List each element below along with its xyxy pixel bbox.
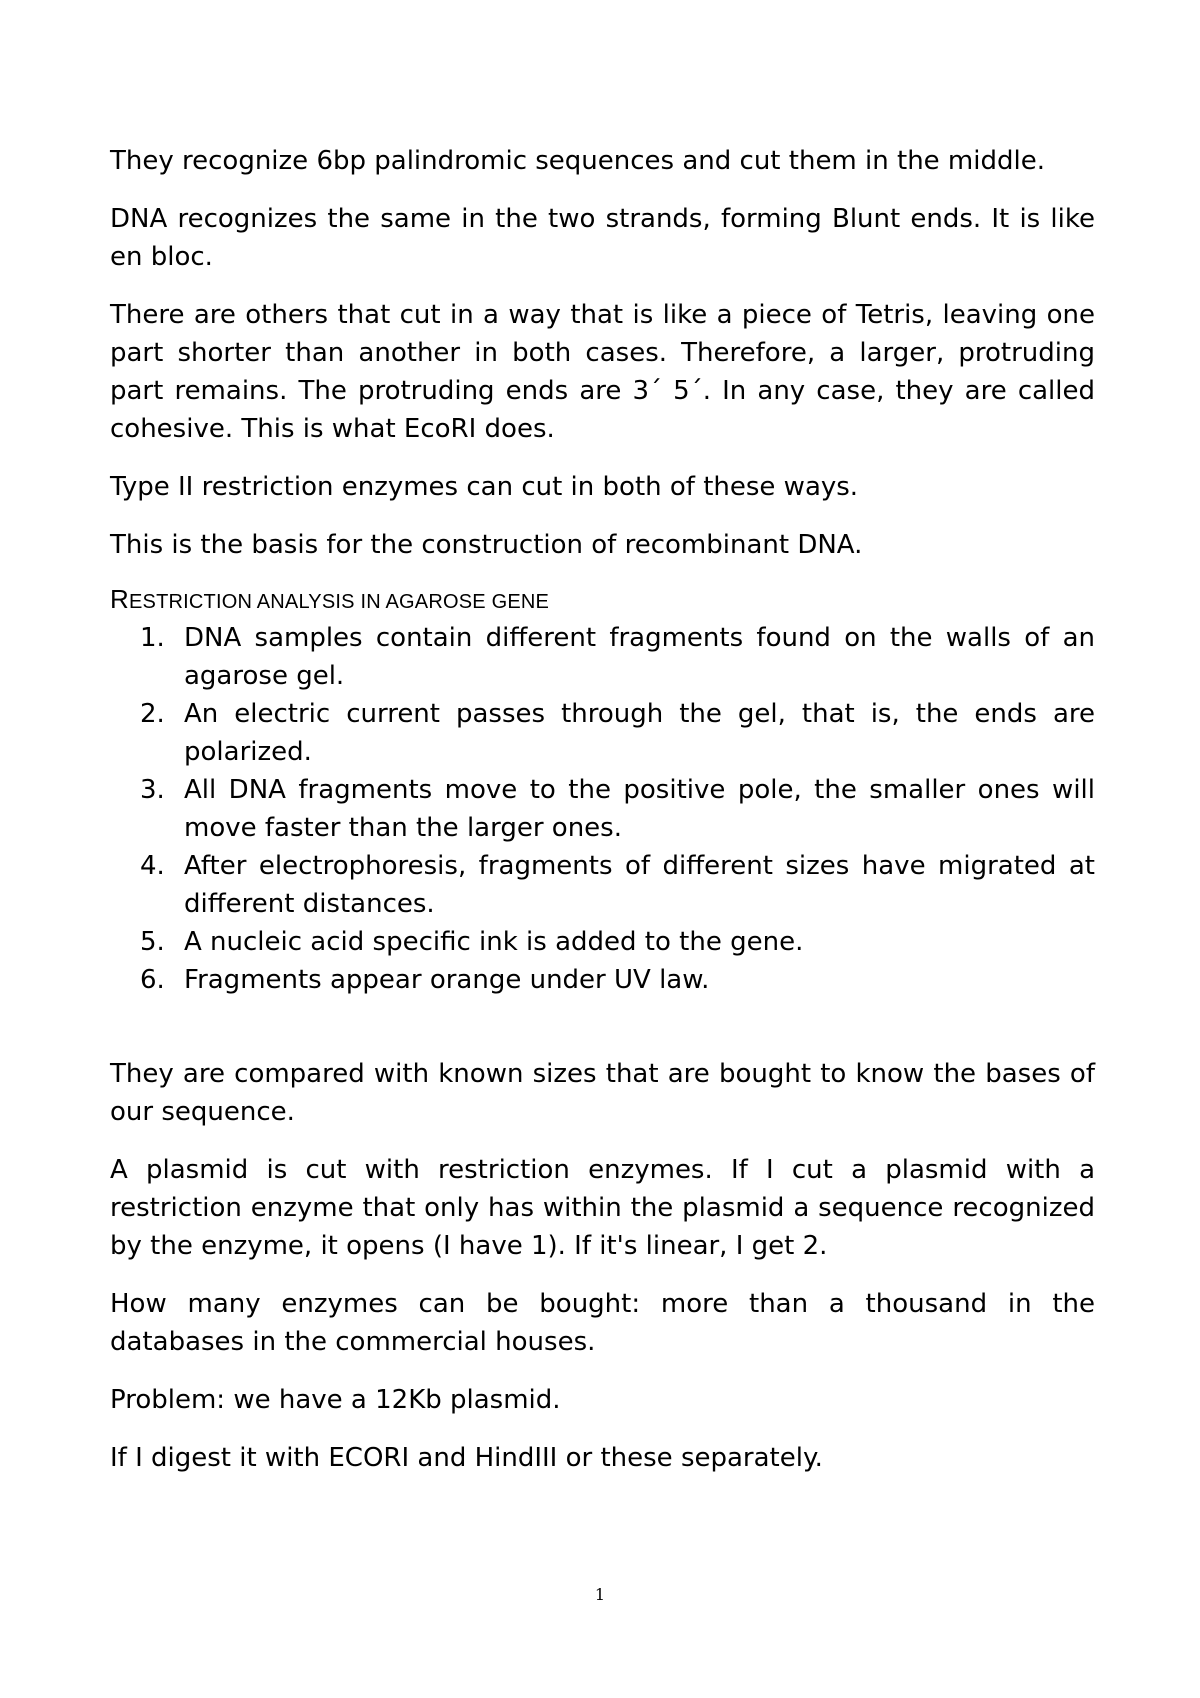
list-item-text: DNA samples contain different fragments found on the walls of an agarose gel. xyxy=(184,623,1095,691)
document-body xyxy=(110,142,1095,1497)
list-item xyxy=(110,847,1095,923)
paragraph: There are others that cut in a way that is like a piece of Tetris, leaving one part shorter than another in both cases. Therefore, a larger, protruding part remains. The protruding ends are 3´ 5´. In any case, they are called cohesive. This is what EcoRI does. xyxy=(110,300,1095,444)
paragraph: A plasmid is cut with restriction enzymes. If I cut a plasmid with a restriction enzyme that only has within the plasmid a sequence recognized by the enzyme, it opens (I have 1). If it's linear, I get 2. xyxy=(110,1155,1095,1261)
page-number: 1 xyxy=(594,1585,606,1604)
paragraph: Type II restriction enzymes can cut in both of these ways. xyxy=(110,472,859,502)
paragraph: Problem: we have a 12Kb plasmid. xyxy=(110,1385,561,1415)
list-item-text: A nucleic acid specific ink is added to the gene. xyxy=(184,927,804,957)
list-item xyxy=(110,923,1095,961)
list-item-text: Fragments appear orange under UV law. xyxy=(184,965,710,995)
section-heading-initial: R xyxy=(110,584,129,614)
paragraph: They recognize 6bp palindromic sequences and cut them in the middle. xyxy=(110,146,1045,176)
paragraph: If I digest it with ECORI and HindIII or these separately. xyxy=(110,1443,823,1473)
section-heading xyxy=(110,584,1095,617)
list-item-number: 4. xyxy=(140,851,165,881)
list-item xyxy=(110,961,1095,999)
list-item xyxy=(110,619,1095,695)
list-item xyxy=(110,771,1095,847)
paragraph: DNA recognizes the same in the two strands, forming Blunt ends. It is like en bloc. xyxy=(110,204,1095,272)
list-item-text: After electrophoresis, fragments of different sizes have migrated at different distances. xyxy=(184,851,1095,919)
list-item-number: 2. xyxy=(140,699,165,729)
numbered-list xyxy=(110,619,1095,999)
list-item-number: 5. xyxy=(140,927,165,957)
paragraph: They are compared with known sizes that are bought to know the bases of our sequence. xyxy=(110,1059,1095,1127)
list-item-number: 3. xyxy=(140,775,165,805)
list-item xyxy=(110,695,1095,771)
list-item-text: All DNA fragments move to the positive pole, the smaller ones will move faster than the larger ones. xyxy=(184,775,1095,843)
list-item-number: 1. xyxy=(140,623,165,653)
list-item-number: 6. xyxy=(140,965,165,995)
spacer xyxy=(110,999,1095,1055)
paragraph: This is the basis for the construction of recombinant DNA. xyxy=(110,530,863,560)
list-item-text: An electric current passes through the gel, that is, the ends are polarized. xyxy=(184,699,1095,767)
section-heading-rest: ESTRICTION ANALYSIS IN AGAROSE GENE xyxy=(128,591,550,613)
paragraph: How many enzymes can be bought: more than a thousand in the databases in the commercial houses. xyxy=(110,1289,1095,1357)
